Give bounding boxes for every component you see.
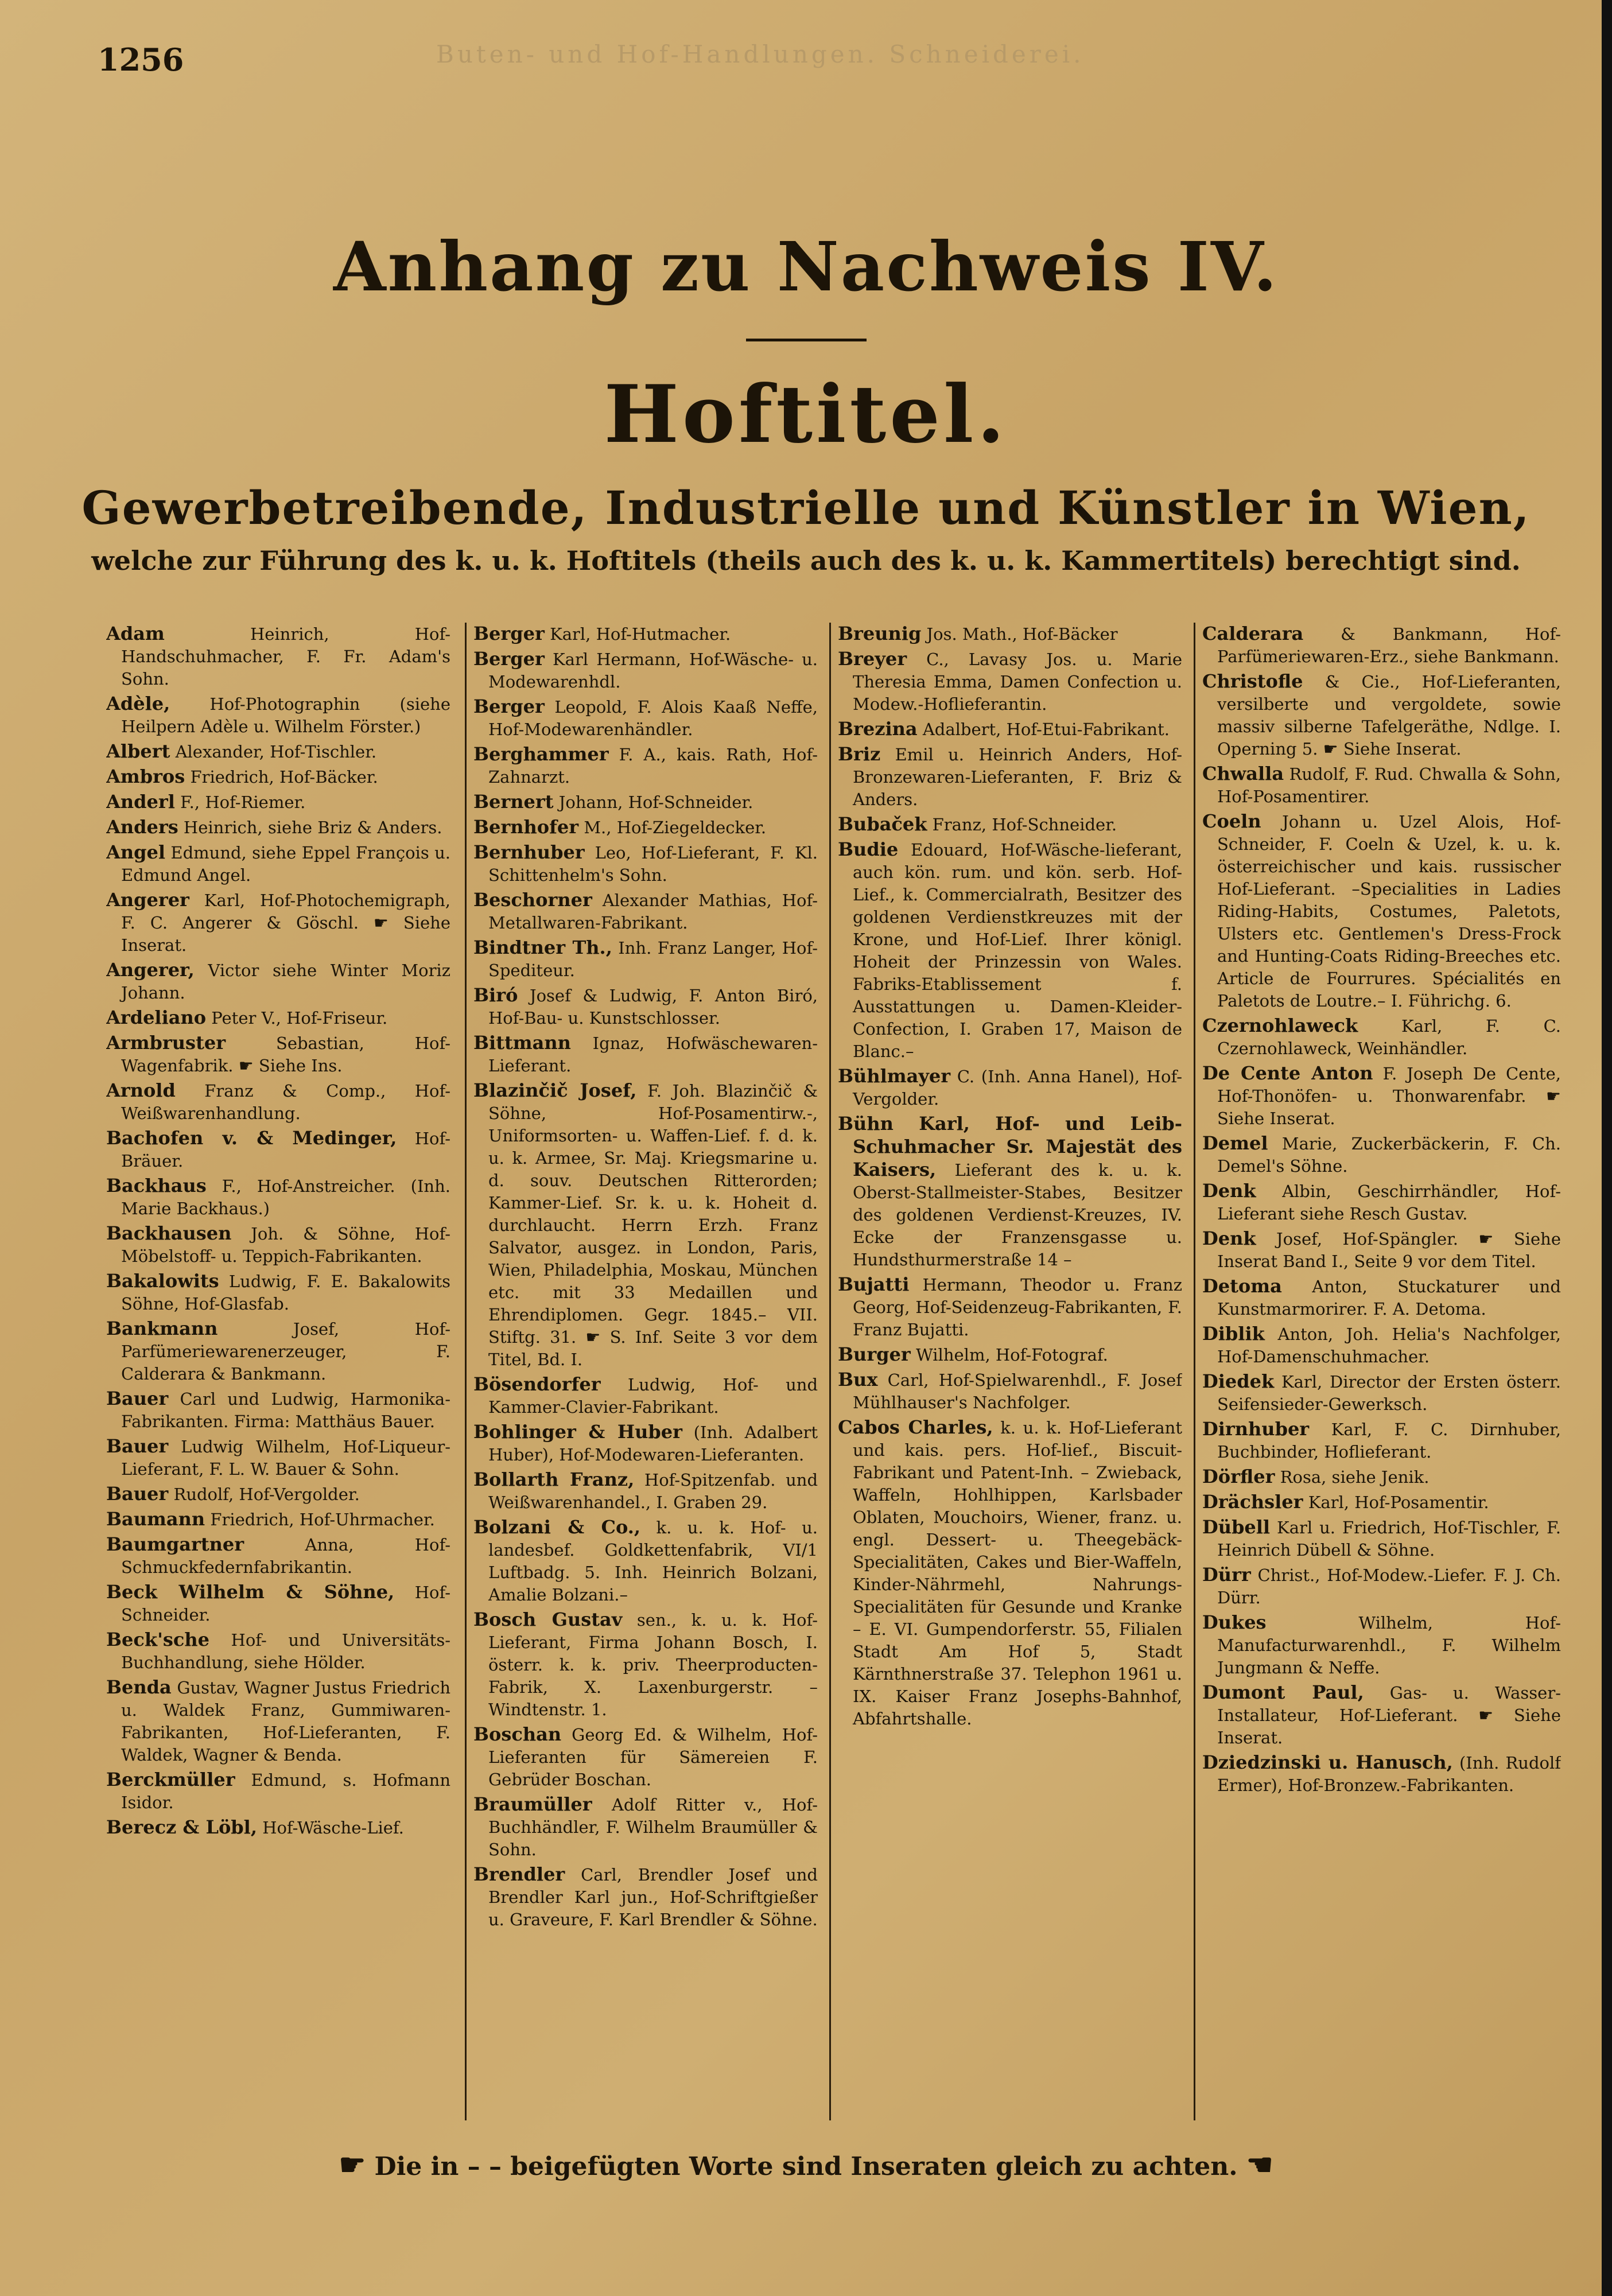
directory-entry	[473, 743, 818, 788]
column-4	[1202, 623, 1561, 2120]
entry-name: Diedek	[1202, 1370, 1275, 1392]
entry-text: Leo, Hof-Lieferant, F. Kl. Schittenhelm's Sohn.	[488, 843, 818, 885]
entry-text: Albin, Geschirrhändler, Hof-Lieferant siehe Resch Gustav.	[1217, 1182, 1561, 1223]
directory-entry	[1202, 1681, 1561, 1749]
directory-entry	[473, 791, 818, 814]
entry-name: Bernert	[473, 791, 554, 813]
entry-text: Anton, Joh. Helia's Nachfolger, Hof-Damenschuhmacher.	[1217, 1324, 1561, 1366]
entry-name: Dürr	[1202, 1564, 1251, 1586]
directory-entry	[1202, 1132, 1561, 1178]
entry-name: Calderara	[1202, 623, 1304, 644]
entry-text: Hof-Photographin (siehe Heilpern Adèle u. Wilhelm Förster.)	[121, 694, 450, 736]
directory-entry	[473, 937, 818, 982]
page-title: Anhang zu Nachweis IV.	[333, 227, 1279, 306]
directory-entry	[106, 1032, 450, 1077]
entry-text: Josef, Hof-Spängler. ☛ Siehe Inserat Band I., Seite 9 vor dem Titel.	[1217, 1229, 1561, 1271]
entry-text: Anna, Hof-Schmuckfedernfabrikantin.	[121, 1535, 450, 1577]
entry-name: Beck'sche	[106, 1629, 209, 1650]
directory-entry	[473, 1516, 818, 1606]
entry-name: Bauer	[106, 1435, 169, 1457]
entry-text: Emil u. Heinrich Anders, Hof-Bronzewaren-Lieferanten, F. Briz & Anders.	[853, 745, 1182, 809]
directory-entry	[838, 838, 1182, 1063]
entry-name: Anderl	[106, 791, 175, 813]
directory-entry	[473, 1609, 818, 1721]
directory-entry	[106, 959, 450, 1004]
entry-text: Ludwig, F. E. Bakalowits Söhne, Hof-Glasfab.	[121, 1272, 450, 1314]
directory-entry	[1202, 1370, 1561, 1416]
column-1	[106, 623, 450, 2120]
entry-text: F., Hof-Anstreicher. (Inh. Marie Backhaus.)	[121, 1176, 450, 1218]
entry-name: Ambros	[106, 766, 185, 787]
entry-text: Edmund, s. Hofmann Isidor.	[121, 1770, 450, 1812]
entry-name: Brezina	[838, 718, 918, 740]
directory-entry	[1202, 670, 1561, 760]
entry-text: Wilhelm, Hof-Manufacturwarenhdl., F. Wilhelm Jungmann & Neffe.	[1217, 1613, 1561, 1677]
entry-text: Karl Hermann, Hof-Wäsche- u. Modewarenhdl.	[488, 650, 818, 691]
entry-text: Joh. & Söhne, Hof-Möbelstoff- u. Teppich-Fabrikanten.	[121, 1224, 450, 1266]
directory-entry	[106, 1435, 450, 1481]
directory-entry	[106, 1483, 450, 1506]
directory-entry	[106, 841, 450, 887]
entry-name: Diblik	[1202, 1323, 1265, 1345]
entry-text: Karl u. Friedrich, Hof-Tischler, F. Heinrich Dübell & Söhne.	[1217, 1518, 1561, 1560]
directory-entry	[106, 1508, 450, 1531]
entry-name: Bubaček	[838, 813, 927, 835]
directory-entry	[1202, 623, 1561, 668]
entry-name: Budie	[838, 838, 899, 860]
entry-name: De Cente Anton	[1202, 1062, 1373, 1084]
entry-text: & Bankmann, Hof-Parfümeriewaren-Erz., siehe Bankmann.	[1217, 624, 1561, 666]
entry-text: sen., k. u. k. Hof-Lieferant, Firma Johann Bosch, I. österr. k. k. priv. Theerproducten-Fabrik, X. Laxenburgerstr. – Windtenstr. 1.	[488, 1610, 818, 1719]
entry-text: F. A., kais. Rath, Hof-Zahnarzt.	[488, 745, 818, 787]
directory-entry	[106, 1007, 450, 1029]
directory-entry	[1202, 1564, 1561, 1609]
entry-name: Bohlinger & Huber	[473, 1421, 682, 1443]
entry-text: Heinrich, Hof-Handschuhmacher, F. Fr. Adam's Sohn.	[121, 624, 450, 689]
entry-text: C. (Inh. Anna Hanel), Hof-Vergolder.	[853, 1067, 1182, 1109]
directory-entry	[473, 1863, 818, 1931]
directory-entry	[106, 623, 450, 690]
directory-entry	[106, 766, 450, 788]
entry-text: Marie, Zuckerbäckerin, F. Ch. Demel's Söhne.	[1217, 1134, 1561, 1176]
entry-name: Albert	[106, 740, 170, 762]
directory-entry	[838, 648, 1182, 716]
entry-text: Ludwig Wilhelm, Hof-Liqueur-Lieferant, F. L. W. Bauer & Sohn.	[121, 1437, 450, 1479]
entry-text: Friedrich, Hof-Bäcker.	[190, 767, 378, 787]
entry-text: Karl, Director der Ersten österr. Seifensieder-Gewerksch.	[1217, 1372, 1561, 1414]
entry-name: Backhausen	[106, 1222, 232, 1244]
entry-text: Christ., Hof-Modew.-Liefer. F. J. Ch. Dürr.	[1217, 1565, 1561, 1607]
entry-text: F. Joh. Blazinčič & Söhne, Hof-Posamentirw.-, Uniformsorten- u. Waffen-Lief. f. d. k. u. k. Armee, Sr. Maj. Kriegsmarine u. d. souv. Deutschen Ritterorden; Kammer-Lief. Sr. k. u. k. Hoheit d. durchlaucht. Herrn Erzh. Franz Salvator, ausgez. in London, Paris, Wien, Philadelphia, Moskau, München etc. mit 33 Medaillen und Ehrendiplomen. Gegr. 1845.– VII. Stiftg. 31. ☛ S. Inf. Seite 3 vor dem Titel, Bd. I.	[488, 1081, 818, 1369]
directory-entry	[838, 623, 1182, 646]
directory-entry	[1202, 1751, 1561, 1797]
entry-text: Rudolf, F. Rud. Chwalla & Sohn, Hof-Posamentirer.	[1217, 764, 1561, 806]
entry-text: Karl, Hof-Hutmacher.	[550, 624, 731, 644]
entry-text: Hof- und Universitäts-Buchhandlung, siehe Hölder.	[121, 1630, 450, 1672]
directory-entry	[473, 648, 818, 693]
entry-name: Berghammer	[473, 743, 609, 765]
column-2	[473, 623, 818, 2120]
footer-text: Die in – – beigefügten Worte sind Inseraten gleich zu achten.	[374, 2152, 1238, 2181]
entry-text: (Inh. Adalbert Huber), Hof-Modewaren-Lieferanten.	[488, 1423, 818, 1464]
entry-name: Czernohlaweck	[1202, 1015, 1358, 1036]
scan-edge	[1602, 0, 1612, 2296]
directory-entry	[473, 1468, 818, 1514]
directory-entry	[838, 813, 1182, 836]
entry-text: Karl, F. C. Dirnhuber, Buchbinder, Hoflieferant.	[1217, 1420, 1561, 1462]
section-subheading: welche zur Führung des k. u. k. Hoftitels (theils auch des k. u. k. Kammertitels) berechtigt sind.	[91, 545, 1521, 576]
entry-name: Anders	[106, 816, 178, 838]
directory-entry	[106, 693, 450, 738]
entry-text: Georg Ed. & Wilhelm, Hof-Lieferanten für Sämereien F. Gebrüder Boschan.	[488, 1725, 818, 1789]
entry-text: Carl, Brendler Josef und Brendler Karl jun., Hof-Schriftgießer u. Graveure, F. Karl Brendler & Söhne.	[488, 1865, 818, 1929]
entry-name: Bernhuber	[473, 841, 585, 863]
entry-name: Berecz & Löbl,	[106, 1816, 257, 1838]
entry-name: Brendler	[473, 1863, 565, 1885]
entry-text: Wilhelm, Hof-Fotograf.	[915, 1345, 1108, 1365]
entry-text: Ignaz, Hofwäschewaren-Lieferant.	[488, 1034, 818, 1075]
directory-entry	[1202, 1062, 1561, 1130]
directory-entry	[106, 1676, 450, 1766]
entry-name: Breunig	[838, 623, 922, 644]
entry-text: F., Hof-Riemer.	[180, 792, 306, 812]
directory-entry	[106, 1769, 450, 1814]
entry-name: Denk	[1202, 1227, 1256, 1249]
entry-name: Beschorner	[473, 889, 592, 911]
entry-text: Johann, Hof-Schneider.	[558, 792, 753, 812]
entry-text: C., Lavasy Jos. u. Marie Theresia Emma, Damen Confection u. Modew.-Hoflieferantin.	[853, 650, 1182, 714]
entry-name: Blazinčič Josef,	[473, 1079, 637, 1101]
entry-name: Bauer	[106, 1483, 169, 1505]
directory-entry	[106, 1318, 450, 1385]
entry-name: Arnold	[106, 1079, 176, 1101]
entry-name: Benda	[106, 1676, 172, 1698]
entry-name: Demel	[1202, 1132, 1268, 1154]
entry-name: Bösendorfer	[473, 1373, 601, 1395]
title-divider	[746, 339, 867, 341]
entry-text: Friedrich, Hof-Uhrmacher.	[210, 1510, 435, 1529]
entry-text: Hermann, Theodor u. Franz Georg, Hof-Seidenzeug-Fabrikanten, F. Franz Bujatti.	[853, 1275, 1182, 1339]
entry-name: Dübell	[1202, 1516, 1271, 1538]
entry-name: Braumüller	[473, 1793, 592, 1815]
entry-name: Angerer,	[106, 959, 195, 981]
entry-name: Bauer	[106, 1388, 169, 1409]
page-number: 1256	[98, 41, 184, 78]
entry-text: & Cie., Hof-Lieferanten, versilberte und vergoldete, sowie massiv silberne Tafelgeräthe, Ndlge. I. Operning 5. ☛ Siehe Inserat.	[1217, 672, 1561, 759]
pointing-hand-icon: ☚	[1246, 2147, 1273, 2182]
entry-text: Adalbert, Hof-Etui-Fabrikant.	[922, 720, 1170, 739]
entry-name: Dukes	[1202, 1611, 1267, 1633]
entry-name: Biró	[473, 984, 518, 1006]
entry-text: F. Joseph De Cente, Hof-Thonöfen- u. Thonwarenfabr. ☛ Siehe Inserat.	[1217, 1064, 1561, 1128]
running-head: Buten- und Hof-Handlungen. Schneiderei.	[436, 40, 1085, 68]
directory-entry	[838, 1065, 1182, 1110]
entry-name: Dörfler	[1202, 1466, 1275, 1487]
section-title: Hoftitel.	[604, 367, 1008, 461]
directory-entry	[1202, 1466, 1561, 1489]
entry-name: Adèle,	[106, 693, 170, 714]
entry-text: Sebastian, Hof-Wagenfabrik. ☛ Siehe Ins.	[121, 1034, 450, 1075]
entry-text: Karl, Hof-Posamentir.	[1308, 1493, 1489, 1512]
entry-name: Angel	[106, 841, 165, 863]
entry-name: Angerer	[106, 889, 189, 911]
entry-name: Bernhofer	[473, 816, 579, 838]
entry-name: Breyer	[838, 648, 907, 670]
entry-text: Ludwig, Hof- und Kammer-Clavier-Fabrikant.	[488, 1375, 818, 1417]
column-divider	[1194, 623, 1195, 2120]
entry-name: Bujatti	[838, 1273, 910, 1295]
directory-entry	[106, 740, 450, 763]
entry-text: Jos. Math., Hof-Bäcker	[926, 624, 1118, 644]
section-heading: Gewerbetreibende, Industrielle und Künstler in Wien,	[81, 481, 1531, 535]
directory-entry	[106, 889, 450, 957]
directory-entry	[473, 984, 818, 1029]
directory-entry	[1202, 1275, 1561, 1320]
entry-name: Coeln	[1202, 810, 1261, 832]
directory-entry	[473, 1793, 818, 1861]
entry-name: Bolzani & Co.,	[473, 1516, 641, 1538]
entry-text: k. u. k. Hof- u. landesbef. Goldkettenfabrik, VI/1 Luftbadg. 5. Inh. Heinrich Bolzani, Amalie Bolzani.–	[488, 1518, 818, 1605]
directory-entry	[838, 718, 1182, 741]
directory-entry	[473, 1373, 818, 1419]
entry-name: Dziedzinski u. Hanusch,	[1202, 1751, 1453, 1773]
directory-entry	[106, 1388, 450, 1433]
entry-text: Carl und Ludwig, Harmonika-Fabrikanten. Firma: Matthäus Bauer.	[121, 1389, 450, 1431]
entry-text: Franz & Comp., Hof-Weißwarenhandlung.	[121, 1081, 450, 1123]
entry-text: Hof-Bräuer.	[121, 1129, 450, 1171]
column-3	[838, 623, 1182, 2120]
directory-entry	[1202, 1180, 1561, 1225]
entry-name: Denk	[1202, 1180, 1256, 1202]
directory-entry	[1202, 1516, 1561, 1561]
entry-name: Ardeliano	[106, 1007, 207, 1028]
directory-entry	[838, 743, 1182, 811]
directory-entry	[1202, 1227, 1561, 1273]
entry-name: Bühn Karl, Hof- und Leib-Schuhmacher Sr. Majestät des Kaisers,	[838, 1113, 1182, 1180]
entry-text: Franz, Hof-Schneider.	[932, 815, 1117, 834]
directory-entry	[838, 1343, 1182, 1366]
directory-entry	[473, 816, 818, 839]
directory-entry	[473, 1032, 818, 1077]
entry-text: Victor siehe Winter Moriz Johann.	[121, 961, 450, 1003]
entry-name: Briz	[838, 743, 881, 765]
directory-entry	[106, 1270, 450, 1315]
entry-name: Bakalowits	[106, 1270, 219, 1292]
entry-name: Adam	[106, 623, 165, 644]
entry-name: Christofle	[1202, 670, 1303, 692]
entry-name: Bühlmayer	[838, 1065, 951, 1087]
directory-entry	[1202, 1323, 1561, 1368]
entry-name: Dumont Paul,	[1202, 1681, 1364, 1703]
directory-entry	[838, 1416, 1182, 1730]
directory-entry	[473, 1421, 818, 1466]
entry-text: (Inh. Rudolf Ermer), Hof-Bronzew.-Fabrikanten.	[1217, 1753, 1561, 1795]
directory-entry	[106, 1127, 450, 1172]
directory-entry	[838, 1369, 1182, 1414]
pointing-hand-icon: ☛	[339, 2147, 366, 2182]
directory-entry	[838, 1273, 1182, 1341]
entry-text: Karl, F. C. Czernohlaweck, Weinhändler.	[1217, 1016, 1561, 1058]
entry-text: Alexander Mathias, Hof-Metallwaren-Fabrikant.	[488, 891, 818, 933]
entry-name: Beck Wilhelm & Söhne,	[106, 1581, 395, 1603]
directory-entry	[106, 1079, 450, 1125]
entry-text: Edouard, Hof-Wäsche-lieferant, auch kön. rum. und kön. serb. Hof-Lief., k. Commercialrath, Besitzer des goldenen Verdienstkreuzes mit der Krone, und Hof-Lief. Ihrer königl. Hoheit der Prinzessin von Wales. Fabriks-Etablissement f. Ausstattungen u. Damen-Kleider-Confection, I. Graben 17, Maison de Blanc.–	[853, 840, 1182, 1061]
entry-text: Anton, Stuckaturer und Kunstmarmorirer. F. A. Detoma.	[1217, 1277, 1561, 1319]
directory-entry	[106, 1533, 450, 1579]
entry-name: Detoma	[1202, 1275, 1282, 1297]
entry-name: Bollarth Franz,	[473, 1468, 635, 1490]
directory-entry	[1202, 810, 1561, 1012]
entry-text: Alexander, Hof-Tischler.	[175, 742, 377, 762]
entry-name: Bankmann	[106, 1318, 218, 1339]
footer-note	[0, 2147, 1612, 2182]
directory-entry	[473, 623, 818, 646]
directory-entry	[838, 1113, 1182, 1271]
directory-entry	[473, 841, 818, 887]
directory-entry	[473, 696, 818, 741]
directory-entry	[106, 1629, 450, 1674]
directory-entry	[1202, 1015, 1561, 1060]
entry-text: Adolf Ritter v., Hof-Buchhändler, F. Wilhelm Braumüller & Sohn.	[488, 1795, 818, 1859]
entry-text: Gustav, Wagner Justus Friedrich u. Waldek Franz, Gummiwaren-Fabrikanten, Hof-Lieferanten, F. Waldek, Wagner & Benda.	[121, 1678, 450, 1765]
entry-name: Armbruster	[106, 1032, 226, 1054]
entry-text: Carl, Hof-Spielwarenhdl., F. Josef Mühlhauser's Nachfolger.	[853, 1370, 1182, 1412]
entry-name: Cabos Charles,	[838, 1416, 993, 1438]
entry-text: Heinrich, siehe Briz & Anders.	[183, 818, 442, 837]
entry-name: Bittmann	[473, 1032, 571, 1054]
directory-entry	[106, 1816, 450, 1839]
entry-name: Burger	[838, 1343, 911, 1365]
entry-name: Bosch Gustav	[473, 1609, 623, 1630]
entry-text: Rudolf, Hof-Vergolder.	[173, 1485, 360, 1504]
directory-entry	[1202, 1418, 1561, 1463]
directory-entry	[1202, 763, 1561, 808]
directory-entry	[473, 1723, 818, 1791]
directory-entry	[473, 1079, 818, 1371]
directory-entry	[473, 889, 818, 934]
entry-name: Baumgartner	[106, 1533, 244, 1555]
entry-text: k. u. k. Hof-Lieferant und kais. pers. Hof-lief., Biscuit-Fabrikant und Patent-Inh. – Zwieback, Waffeln, Hohlhippen, Karlsbader Oblaten, Mouchoirs, Wiener, franz. u. engl. Dessert- u. Theegebäck-Specialitäten, Cakes und Bier-Waffeln, Kinder-Nährmehl, Nahrungs-Specialitäten für Gesunde und Kranke – E. VI. Gumpendorferstr. 55, Filialen Stadt Am Hof 5, Stadt Kärnthnerstraße 37. Telephon 1961 u. IX. Kaiser Franz Josephs-Bahnhof, Abfahrtshalle.	[853, 1418, 1182, 1728]
entry-text: Lieferant des k. u. k. Oberst-Stallmeister-Stabes, Besitzer des goldenen Verdienst-Kreuzes, IV. Ecke der Franzensgasse u. Hundsthurmerstraße 14 –	[853, 1160, 1182, 1269]
entry-name: Bindtner Th.,	[473, 937, 612, 958]
entry-text: Hof-Spitzenfab. und Weißwarenhandel., I. Graben 29.	[488, 1470, 818, 1512]
entry-text: Rosa, siehe Jenik.	[1280, 1467, 1430, 1487]
entry-text: Hof-Schneider.	[121, 1583, 450, 1625]
entry-name: Berger	[473, 648, 545, 670]
entry-name: Backhaus	[106, 1175, 207, 1196]
column-divider	[465, 623, 467, 2120]
entry-text: Josef, Hof-Parfümeriewarenerzeuger, F. Calderara & Bankmann.	[121, 1319, 450, 1384]
entry-text: Gas- u. Wasser-Installateur, Hof-Lieferant. ☛ Siehe Inserat.	[1217, 1683, 1561, 1747]
directory-entry	[1202, 1611, 1561, 1679]
directory-entry	[106, 791, 450, 814]
directory-entry	[106, 1222, 450, 1268]
entry-text: Hof-Wäsche-Lief.	[262, 1818, 404, 1837]
entry-name: Dirnhuber	[1202, 1418, 1310, 1440]
entry-text: Karl, Hof-Photochemigraph, F. C. Angerer & Göschl. ☛ Siehe Inserat.	[121, 891, 450, 955]
entry-name: Bachofen v. & Medinger,	[106, 1127, 397, 1149]
entry-text: Johann u. Uzel Alois, Hof-Schneider, F. Coeln & Uzel, k. u. k. österreichischer und kais. russischer Hof-Lieferant. –Specialities in Ladies Riding-Habits, Costumes, Paletots, Ulsters etc. Gentlemen's Dress-Frock and Hunting-Coats Riding-Breeches etc. Article de Fourrures. Spécialités en Paletots de Loutre.– I. Führichg. 6.	[1217, 812, 1561, 1011]
column-divider	[829, 623, 831, 2120]
entry-text: Josef & Ludwig, F. Anton Biró, Hof-Bau- u. Kunstschlosser.	[488, 986, 818, 1028]
entry-name: Baumann	[106, 1508, 205, 1530]
entry-text: M., Hof-Ziegeldecker.	[584, 818, 767, 837]
entry-name: Berger	[473, 696, 545, 717]
entry-name: Boschan	[473, 1723, 562, 1745]
entry-name: Berckmüller	[106, 1769, 235, 1790]
entry-text: Peter V., Hof-Friseur.	[211, 1008, 388, 1028]
directory-entry	[1202, 1491, 1561, 1514]
entry-name: Chwalla	[1202, 763, 1284, 784]
entry-text: Edmund, siehe Eppel François u. Edmund Angel.	[121, 843, 450, 885]
entry-text: Leopold, F. Alois Kaaß Neffe, Hof-Modewarenhändler.	[488, 697, 818, 739]
directory-entry	[106, 816, 450, 839]
entry-name: Drächsler	[1202, 1491, 1303, 1513]
directory-entry	[106, 1175, 450, 1220]
directory-entry	[106, 1581, 450, 1626]
entry-name: Berger	[473, 623, 545, 644]
entry-name: Bux	[838, 1369, 878, 1390]
entry-text: Inh. Franz Langer, Hof-Spediteur.	[488, 938, 818, 980]
